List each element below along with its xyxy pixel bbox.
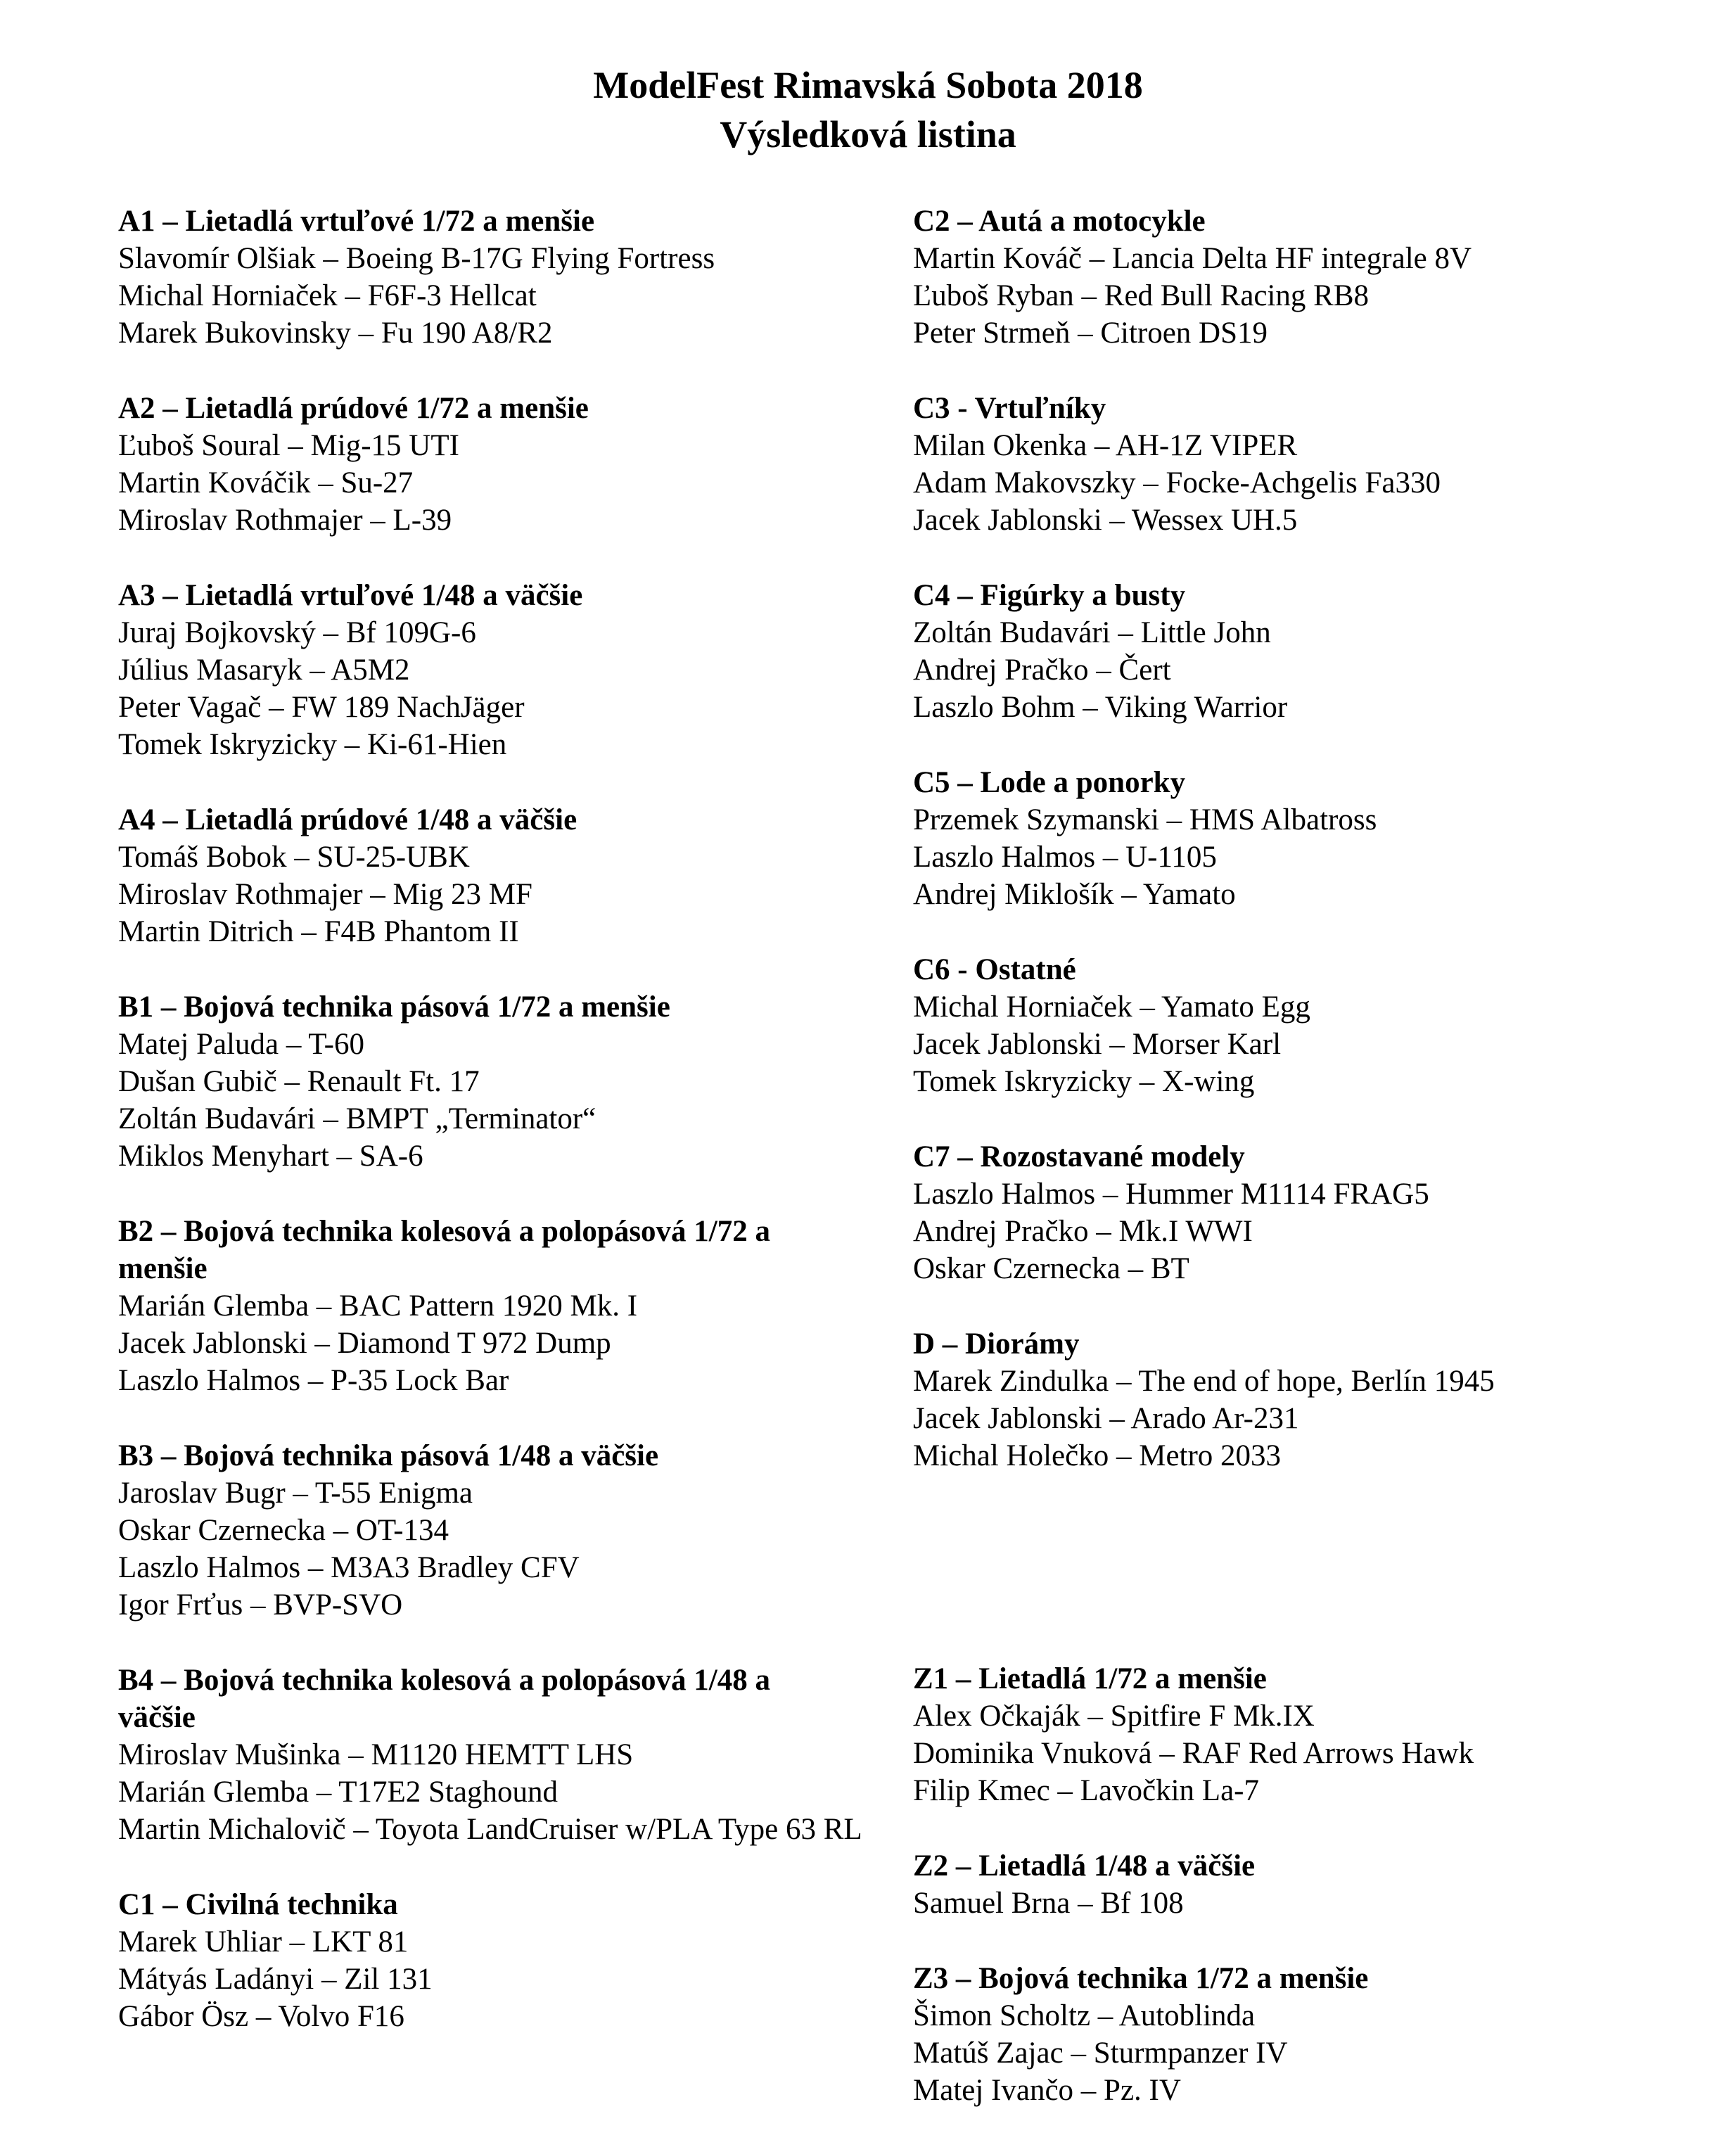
result-entry: Michal Horniaček – Yamato Egg [913, 990, 1310, 1024]
right-column [913, 203, 1701, 2147]
result-entry: Igor Frťus – BVP-SVO [118, 1588, 403, 1622]
category-heading: D – Diorámy [913, 1327, 1080, 1361]
result-entry: Oskar Czernecka – OT-134 [118, 1514, 449, 1547]
results-category [118, 203, 906, 352]
result-entry: Samuel Brna – Bf 108 [913, 1887, 1184, 1920]
results-category [913, 1847, 1701, 1922]
category-heading: A4 – Lietadlá prúdové 1/48 a väčšie [118, 803, 577, 836]
document-title-block [0, 60, 1736, 159]
result-entry: Ľuboš Ryban – Red Bull Racing RB8 [913, 279, 1370, 312]
result-entry: Laszlo Halmos – P-35 Lock Bar [118, 1364, 509, 1397]
result-entry: Július Masaryk – A5M2 [118, 654, 410, 687]
result-entry: Miklos Menyhart – SA-6 [118, 1140, 423, 1173]
results-category [118, 1662, 906, 1848]
document-subtitle: Výsledková listina [720, 113, 1016, 155]
result-entry: Ľuboš Soural – Mig-15 UTI [118, 429, 459, 462]
result-entry: Peter Strmeň – Citroen DS19 [913, 317, 1268, 350]
result-entry: Miroslav Rothmajer – L-39 [118, 504, 452, 537]
result-entry: Martin Michalovič – Toyota LandCruiser w/PLA Type 63 RL [118, 1813, 862, 1846]
result-entry: Jaroslav Bugr – T-55 Enigma [118, 1477, 473, 1510]
results-category [913, 1660, 1701, 1809]
category-heading: C3 - Vrtuľníky [913, 392, 1106, 425]
category-heading: C5 – Lode a ponorky [913, 766, 1186, 799]
result-entry: Przemek Szymanski – HMS Albatross [913, 803, 1377, 836]
results-category [913, 1960, 1701, 2109]
category-heading: C1 – Civilná technika [118, 1888, 398, 1921]
result-entry: Marek Bukovinsky – Fu 190 A8/R2 [118, 317, 553, 350]
category-heading: Z3 – Bojová technika 1/72 a menšie [913, 1962, 1369, 1995]
category-heading: B4 – Bojová technika kolesová a polopásová 1/48 a väčšie [118, 1664, 770, 1734]
result-entry: Alex Očkaják – Spitfire F Mk.IX [913, 1700, 1315, 1733]
category-heading: Z2 – Lietadlá 1/48 a väčšie [913, 1849, 1256, 1882]
results-category [913, 951, 1701, 1100]
category-heading: A1 – Lietadlá vrtuľové 1/72 a menšie [118, 205, 595, 238]
result-entry: Gábor Ösz – Volvo F16 [118, 2000, 404, 2033]
result-entry: Laszlo Halmos – M3A3 Bradley CFV [118, 1551, 580, 1584]
category-heading: C2 – Autá a motocykle [913, 205, 1206, 238]
result-entry: Martin Kováčik – Su-27 [118, 466, 414, 499]
category-heading: B1 – Bojová technika pásová 1/72 a menšie [118, 990, 670, 1024]
result-entry: Matúš Zajac – Sturmpanzer IV [913, 2037, 1288, 2070]
result-entry: Miroslav Mušinka – M1120 HEMTT LHS [118, 1738, 634, 1771]
result-entry: Dominika Vnuková – RAF Red Arrows Hawk [913, 1737, 1474, 1770]
category-heading: C4 – Figúrky a busty [913, 579, 1186, 612]
result-entry: Marek Zindulka – The end of hope, Berlín 1945 [913, 1365, 1495, 1398]
result-entry: Jacek Jablonski – Morser Karl [913, 1028, 1282, 1061]
category-heading: Z1 – Lietadlá 1/72 a menšie [913, 1662, 1267, 1695]
result-entry: Michal Holečko – Metro 2033 [913, 1439, 1282, 1472]
results-category [913, 1325, 1701, 1474]
results-category [118, 1886, 906, 2035]
results-category [913, 764, 1701, 913]
results-category [913, 390, 1701, 539]
result-entry: Martin Ditrich – F4B Phantom II [118, 915, 519, 948]
result-entry: Marián Glemba – T17E2 Staghound [118, 1776, 558, 1809]
result-entry: Martin Kováč – Lancia Delta HF integrale 8V [913, 242, 1472, 275]
result-entry: Zoltán Budavári – Little John [913, 616, 1271, 649]
results-category [118, 801, 906, 950]
results-category [118, 1437, 906, 1624]
result-entry: Tomek Iskryzicky – X-wing [913, 1065, 1255, 1098]
result-entry: Juraj Bojkovský – Bf 109G-6 [118, 616, 476, 649]
result-entry: Slavomír Olšiak – Boeing B-17G Flying Fortress [118, 242, 715, 275]
section-spacer [913, 1512, 1701, 1660]
result-entry: Laszlo Halmos – U-1105 [913, 841, 1217, 874]
result-entry: Mátyás Ladányi – Zil 131 [118, 1963, 433, 1996]
category-heading: A3 – Lietadlá vrtuľové 1/48 a väčšie [118, 579, 583, 612]
left-column [118, 203, 906, 2073]
category-heading: B3 – Bojová technika pásová 1/48 a väčšie [118, 1439, 659, 1472]
result-entry: Jacek Jablonski – Wessex UH.5 [913, 504, 1298, 537]
results-category [118, 577, 906, 763]
results-category [913, 577, 1701, 726]
document-title: ModelFest Rimavská Sobota 2018 [593, 64, 1143, 106]
results-category [118, 390, 906, 539]
results-category [913, 203, 1701, 352]
results-category [118, 1213, 906, 1399]
results-category [913, 1138, 1701, 1287]
result-entry: Andrej Miklošík – Yamato [913, 878, 1236, 911]
result-entry: Šimon Scholtz – Autoblinda [913, 1999, 1256, 2032]
result-entry: Laszlo Bohm – Viking Warrior [913, 691, 1288, 724]
result-entry: Andrej Pračko – Čert [913, 654, 1171, 687]
result-entry: Tomáš Bobok – SU-25-UBK [118, 841, 470, 874]
result-entry: Peter Vagač – FW 189 NachJäger [118, 691, 525, 724]
category-heading: A2 – Lietadlá prúdové 1/72 a menšie [118, 392, 589, 425]
result-entry: Marián Glemba – BAC Pattern 1920 Mk. I [118, 1289, 638, 1323]
result-entry: Jacek Jablonski – Diamond T 972 Dump [118, 1327, 611, 1360]
result-entry: Matej Paluda – T-60 [118, 1028, 364, 1061]
result-entry: Dušan Gubič – Renault Ft. 17 [118, 1065, 480, 1098]
result-entry: Adam Makovszky – Focke-Achgelis Fa330 [913, 466, 1441, 499]
category-heading: C6 - Ostatné [913, 953, 1076, 986]
result-entry: Jacek Jablonski – Arado Ar-231 [913, 1402, 1299, 1435]
result-entry: Miroslav Rothmajer – Mig 23 MF [118, 878, 532, 911]
result-entry: Filip Kmec – Lavočkin La-7 [913, 1774, 1259, 1807]
result-entry: Tomek Iskryzicky – Ki-61-Hien [118, 728, 507, 761]
result-entry: Milan Okenka – AH-1Z VIPER [913, 429, 1298, 462]
result-entry: Zoltán Budavári – BMPT „Terminator“ [118, 1102, 596, 1135]
category-heading: C7 – Rozostavané modely [913, 1140, 1245, 1173]
result-entry: Oskar Czernecka – BT [913, 1252, 1189, 1285]
result-entry: Andrej Pračko – Mk.I WWI [913, 1215, 1253, 1248]
category-heading: B2 – Bojová technika kolesová a polopásová 1/72 a menšie [118, 1215, 770, 1285]
result-entry: Michal Horniaček – F6F-3 Hellcat [118, 279, 537, 312]
result-entry: Matej Ivančo – Pz. IV [913, 2074, 1181, 2107]
result-entry: Laszlo Halmos – Hummer M1114 FRAG5 [913, 1178, 1429, 1211]
result-entry: Marek Uhliar – LKT 81 [118, 1925, 409, 1958]
results-category [118, 988, 906, 1175]
